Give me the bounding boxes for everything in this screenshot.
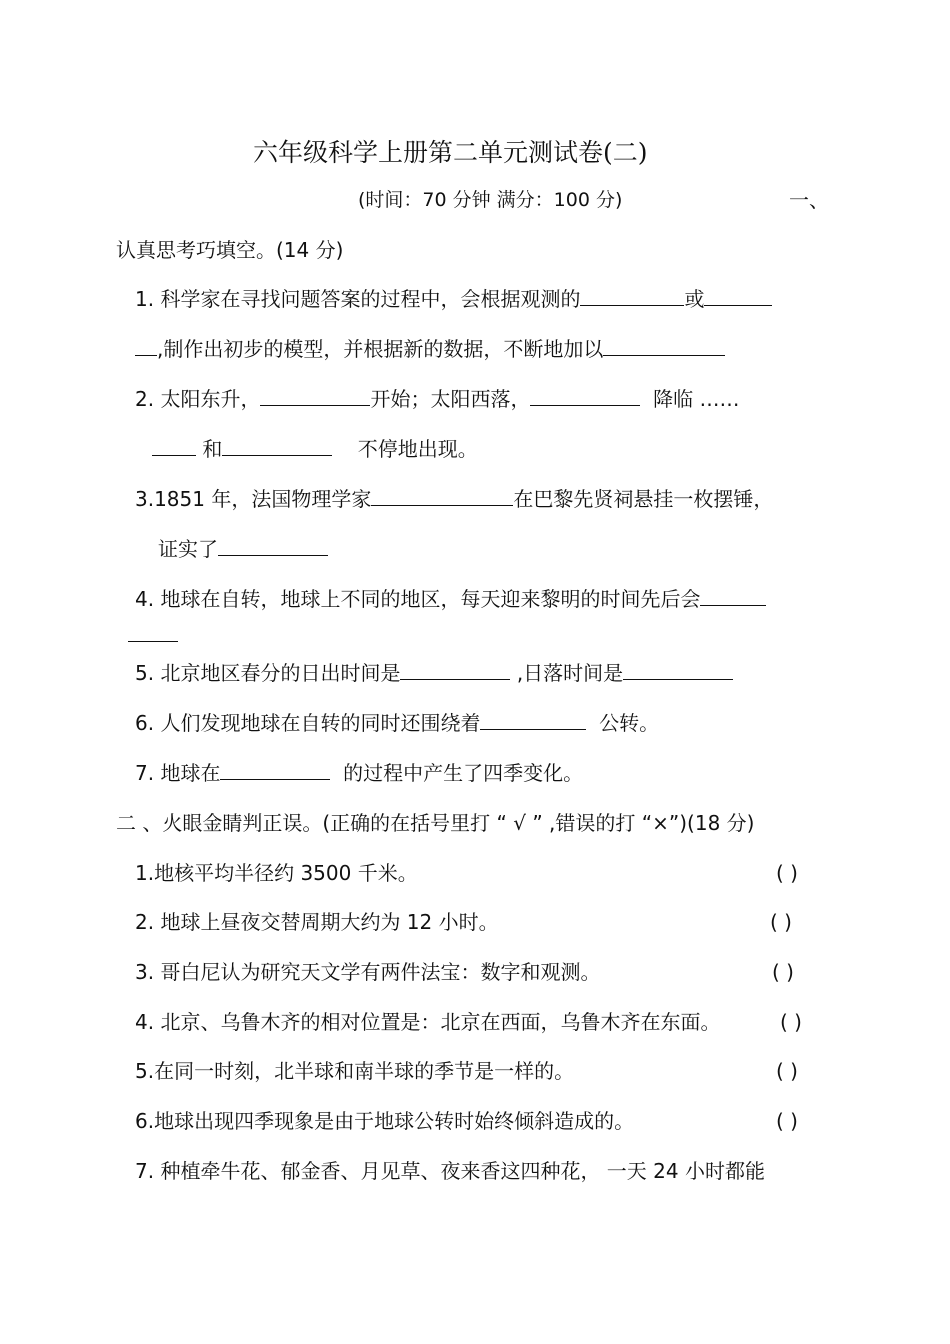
answer-blank[interactable]: [135, 336, 157, 356]
answer-blank[interactable]: [700, 586, 766, 606]
judge-question-6: 6.地球出现四季现象是由于地球公转时始终倾斜造成的。: [135, 1109, 635, 1133]
fill-question-1: 1. 科学家在寻找问题答案的过程中，会根据观测的 或: [135, 286, 772, 312]
answer-blank[interactable]: [530, 386, 640, 406]
fill-question-4: 4. 地球在自转，地球上不同的地区，每天迎来黎明的时间先后会: [135, 586, 766, 612]
answer-blank[interactable]: [480, 710, 586, 730]
fill-question-3-cont: 证实了: [158, 536, 328, 562]
answer-blank[interactable]: [603, 336, 725, 356]
answer-parentheses[interactable]: ( ): [780, 1010, 802, 1034]
fill-question-1-cont: ,制作出初步的模型，并根据新的数据，不断地加以: [135, 336, 725, 362]
fill-question-6: 6. 人们发现地球在自转的同时还围绕着 公转。: [135, 711, 660, 735]
fill-question-5: 5. 北京地区春分的日出时间是 ,日落时间是: [135, 660, 733, 686]
answer-parentheses[interactable]: ( ): [776, 861, 798, 885]
fill-question-3: 3.1851 年，法国物理学家 在巴黎先贤祠悬挂一枚摆锤，: [135, 487, 774, 511]
answer-parentheses[interactable]: ( ): [776, 1109, 798, 1133]
judge-question-7: 7. 种植牵牛花、郁金香、月见草、夜来香这四种花， 一天 24 小时都能: [135, 1159, 765, 1183]
judge-question-3: 3. 哥白尼认为研究天文学有两件法宝：数字和观测。: [135, 960, 601, 984]
answer-blank[interactable]: [218, 536, 328, 556]
answer-blank[interactable]: [152, 436, 196, 456]
exam-info: (时间：70 分钟 满分：100 分): [358, 189, 623, 211]
fill-question-2: 2. 太阳东升， 开始；太阳西落， 降临 ……: [135, 387, 740, 411]
answer-blank[interactable]: [623, 660, 733, 680]
judge-question-2: 2. 地球上昼夜交替周期大约为 12 小时。: [135, 910, 499, 934]
answer-parentheses[interactable]: ( ): [772, 960, 794, 984]
answer-blank[interactable]: [222, 436, 332, 456]
page-title: 六年级科学上册第二单元测试卷(二): [253, 138, 648, 167]
judge-question-5: 5.在同一时刻，北半球和南半球的季节是一样的。: [135, 1059, 575, 1083]
answer-blank[interactable]: [580, 286, 684, 306]
judge-question-1: 1.地核平均半径约 3500 千米。: [135, 861, 418, 885]
fill-question-2-cont: 和 不停地出现。: [152, 436, 478, 462]
section-1-number: 一、: [789, 188, 829, 212]
fill-question-4-cont: [128, 622, 178, 648]
answer-blank[interactable]: [371, 486, 513, 506]
judge-question-4: 4. 北京、乌鲁木齐的相对位置是：北京在西面，乌鲁木齐在东面。: [135, 1010, 721, 1034]
answer-blank[interactable]: [128, 622, 178, 642]
answer-blank[interactable]: [260, 386, 370, 406]
fill-question-7: 7. 地球在 的过程中产生了四季变化。: [135, 761, 584, 785]
section-2-title: 二 、火眼金睛判正误。(正确的在括号里打 “ √ ” ,错误的打 “×”)(18 分): [116, 811, 755, 835]
answer-blank[interactable]: [704, 286, 772, 306]
section-1-title: 认真思考巧填空。(14 分): [116, 238, 344, 262]
answer-blank[interactable]: [220, 760, 330, 780]
answer-parentheses[interactable]: ( ): [776, 1059, 798, 1083]
answer-blank[interactable]: [400, 660, 510, 680]
answer-parentheses[interactable]: ( ): [770, 910, 792, 934]
